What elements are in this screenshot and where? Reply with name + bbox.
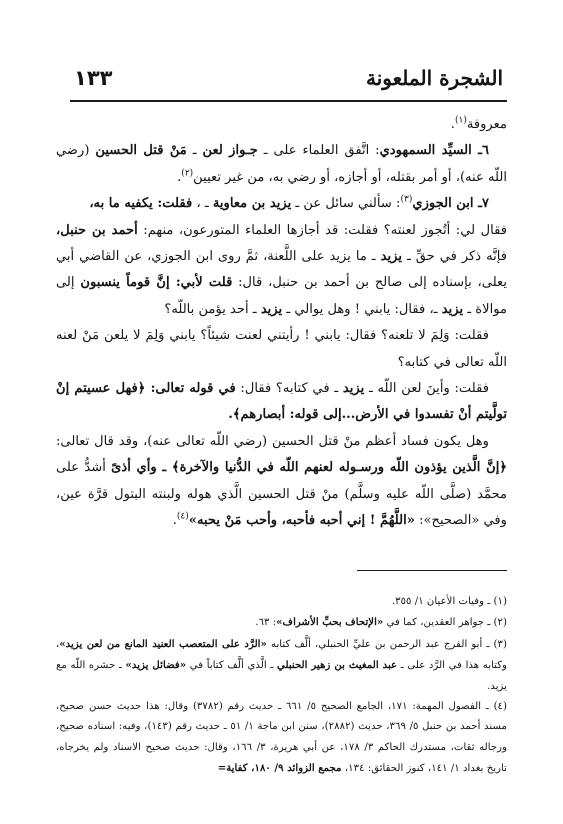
main-text bbox=[56, 112, 507, 554]
footnote-1: (١) ـ وفيات الأعيان ١/ ٣٥٥. bbox=[391, 596, 507, 607]
paragraph-samhudi: ٦ـ السيِّد السمهودي: اتَّفق العلماء على ـ جـواز لعن ـ مَنْ قتل الحسين (رضي اللّه عنه)، أو أمر بقتله، أو أجازه، أو رضي به، من غير تعيين$^{(٢)}$. bbox=[56, 143, 507, 185]
page-header bbox=[70, 60, 507, 102]
running-title: الشجرة الملعونة bbox=[366, 66, 503, 90]
quran-quote: في قوله تعالى: ﴿فهل عسيتم إنْ تولَّيتم أنْ تفسدوا في الأرض...إلى قوله: أبصارهم﴾. bbox=[56, 381, 507, 423]
footnote-ref: (٢) bbox=[181, 168, 194, 179]
paragraph-dialogue-1: فقال لي: أتُجوز لعنته؟ فقلت: قد أجازها العلماء المتورعون، منهم: أحمد بن حنبل، فإنَّه ذكر في حقِّ ـ يزيد ـ ما يزيد على اللَّعنة، ثمَّ روى ابن الجوزي، عن القاضي أبي يعلى، بإسناده إلى صالح بن أحمد بن حنبل، قال: قلت لأبي: إنَّ قوماً ينسبون إلى موالاة ـ يزيد ـ، فقال: يابني ! وهل يوالي ـ يزيد ـ أحد يؤمن باللّه؟ bbox=[56, 222, 507, 317]
page-number: ١٣٣ bbox=[74, 66, 113, 90]
entry-heading: ٧ـ ابن الجوزي bbox=[412, 196, 489, 212]
paragraph-continuation: معروفة$^{(١)}$. bbox=[450, 115, 507, 132]
footnote-divider bbox=[357, 570, 507, 571]
paragraph-dialogue-3: فقلت: وأينَ لعن اللّه ـ يزيد ـ في كتابه؟ فقال: في قوله تعالى: ﴿فهل عسيتم إنْ تولَّيتم أنْ تفسدوا في الأرض...إلى قوله: أبصارهم﴾. bbox=[56, 381, 507, 423]
footnote-3: (٣) ـ أبو الفرج عبد الرحمن بن عليِّ الحنبلي، ألَّف كتابه «الرَّد على المتعصب العنيد المانع من لعن يزيد»، وكتابه هذا في الرَّد على ـ عبد المغيث بن زهير الحنبلي ـ الَّذي ألَّف كتاباً في «فضائل يزيد» ـ حشره اللّه مع يزيد. bbox=[56, 637, 507, 692]
paragraph-conclusion: وهل يكون فساد أعظم منْ قتل الحسين (رضي اللّه تعالى عنه)، وقد قال تعالى: ﴿إنَّ الَّذين يؤذون اللّه ورسـوله لعنهم اللّه في الدُّنيا والآخرة﴾ ـ وأي أذىً أشدُّ على محمَّد (صلَّى اللّه عليه وسلَّم) منْ قتل الحسين الَّذي هوله ولبنته البتول قرَّة عين، وفي «الصحيح»: «اللَّهُمَّ ! إني أحبه فأحبه، وأحب مَنْ يحبه»$^{(٤)}$. bbox=[56, 433, 507, 529]
entry-heading: ٦ـ السيِّد السمهودي bbox=[379, 143, 489, 159]
footnotes bbox=[56, 592, 507, 792]
paragraph-ibn-jawzi: ٧ـ ابن الجوزي$^{(٣)}$: سألني سائل عن ـ يزيد بن معاوية ـ ، فقلت: يكفيه ما به، bbox=[89, 194, 489, 212]
footnote-ref: (٤) bbox=[176, 511, 189, 522]
footnote-2: (٢) ـ جواهر العقدين، كما في «الإتحاف بحبِّ الأشراف»: ٦٣. bbox=[255, 616, 507, 629]
footnote-ref: (١) bbox=[454, 115, 467, 126]
paragraph-dialogue-2: فقلت: وَلِمَ لا تلعنه؟ فقال: يابني ! رأيتني لعنت شيئاً؟ يابني وَلِمَ لا يلعن مَنْ لعنه اللّه تعالى في كتابه؟ bbox=[56, 328, 507, 370]
hadith-quote: «اللَّهُمَّ ! إني أحبه فأحبه، وأحب مَنْ يحبه» bbox=[188, 513, 415, 529]
quran-quote: ﴿إنَّ الَّذين يؤذون اللّه ورسـوله لعنهم اللّه في الدُّنيا والآخرة﴾ ـ وأي أذىً bbox=[111, 460, 507, 476]
footnote-ref: (٣) bbox=[400, 194, 413, 205]
footnote-4: (٤) ـ الفصول المهمة: ١٧١، الجامع الصحيح ٥/ ٦٦١ ـ حديث رقم (٣٧٨٢) وقال: هذا حديث حسن صحيح، مسند أحمد بن حنبل ٥/ ٣٦٩، حديث (٢٨٨٢)، سنن ابن ماجة ١/ ٥١ ـ حديث رقم (١٤٣)، وفيه: اسناده صحيح، ورجاله ثقات، مستدرك الحاكم ٣/ ١٧٨، عن أبي هريرة، ٣/ ١٦٦، وقال: حديث صحيح الاسناد ولم يخرجاه، تاريخ بغداد ١/ ١٤١، كنوز الحقائق: ١٣٤، مجمع الزوائد ٩/ ١٨٠، كفاية= bbox=[56, 701, 507, 775]
